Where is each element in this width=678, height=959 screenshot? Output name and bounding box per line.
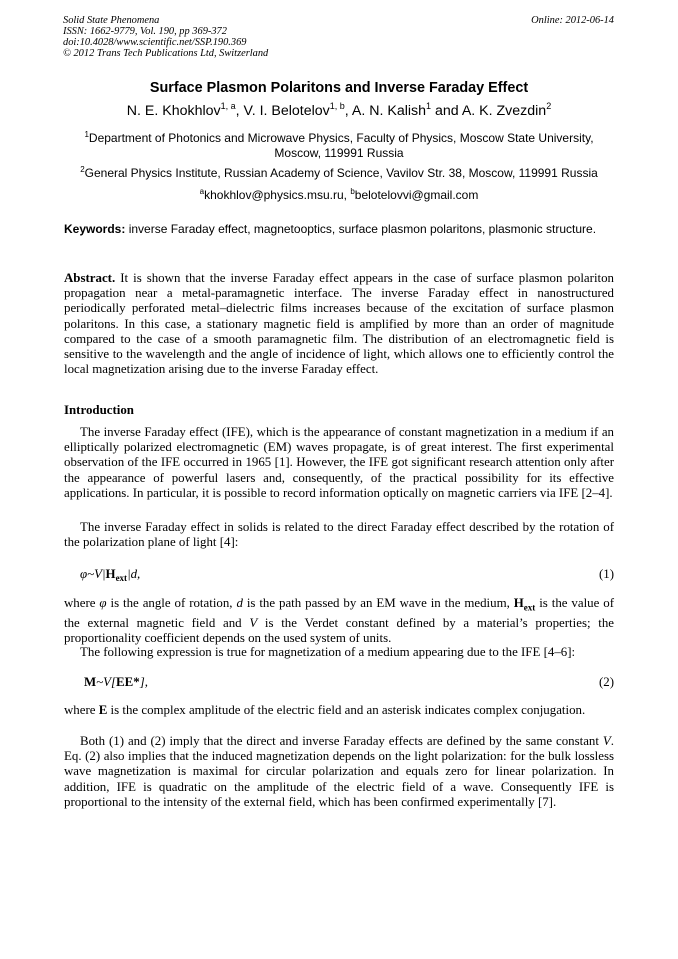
equation-2	[64, 675, 614, 691]
author-list: N. E. Khokhlov$^{1, a}$, V. I. Belotelov$^{1, b}$, A. N. Kalish$^1$ and A. K. Zvezdin$^2$	[126, 101, 552, 119]
paper-title: Surface Plasmon Polaritons and Inverse Faraday Effect	[149, 80, 529, 96]
paragraph: The inverse Faraday effect (IFE), which is the appearance of constant magnetization in a medium if an elliptically polarized electromagnetic (EM) waves propagate, is of great interest. The first experimental observation of the IFE occurred in 1965 [1]. However, the IFE got significant research attention only after the appearance of powerful lasers and, consequently, of the practical possibility for its effective applications. In particular, it is possible to record information optically on magnetic carriers via IFE [2–4].	[64, 425, 614, 500]
section-heading: Introduction	[64, 403, 134, 417]
affiliation-1: $^1$Department of Photonics and Microwave Physics, Faculty of Physics, Moscow State University, Moscow, 119991 Russia	[84, 130, 594, 160]
author-name: A. K. Zvezdin	[461, 103, 547, 119]
abstract-label: Abstract.	[64, 271, 116, 285]
equation-number: (2)	[598, 675, 614, 689]
author-affil-mark: 2	[546, 101, 552, 111]
journal-info	[63, 15, 268, 59]
email-link[interactable]: belotelovvi@gmail.com	[354, 188, 479, 202]
keywords-label: Keywords:	[64, 222, 126, 236]
affiliation-2: $^2$General Physics Institute, Russian Academy of Science, Vavilov Str. 38, Moscow, 119991 Russia	[80, 165, 598, 180]
author-name: V. I. Belotelov	[243, 103, 330, 119]
equation-body: M~V[EE*],	[84, 675, 148, 689]
email-link[interactable]: khokhlov@physics.msu.ru,	[204, 188, 351, 202]
online-date: Online: 2012-06-14	[531, 15, 614, 26]
copyright-line: © 2012 Trans Tech Publications Ltd, Switzerland	[63, 48, 269, 59]
author-name: A. N. Kalish	[351, 103, 427, 119]
equation-number: (1)	[598, 567, 614, 581]
issn-line: ISSN: 1662-9779, Vol. 190, pp 369-372	[63, 26, 227, 37]
abstract: Abstract. It is shown that the inverse Faraday effect appears in the case of surface plasmon polariton propagation near a metal-paramagnetic interface. The inverse Faraday effect in nanostructured periodically perforated metal–dielectric films increases because of the excitation of surface plasmon polaritons. In this case, a stationary magnetic field is amplified by more than an order of magnitude compared to the case of a smooth paramagnetic film. The distribution of an electromagnetic field is sensitive to the wavelength and the angle of incidence of light, which allows one to efficiently control the local magnetization arising due to the inverse Faraday effect.	[64, 271, 618, 377]
paragraph: where φ is the angle of rotation, d is the path passed by an EM wave in the medium, $H_{ext}$ is the value of the external magnetic field and V is the Verdet constant defined by a material’s properties; the proportionality coefficient depends on the used system of units.	[64, 596, 618, 645]
paragraph: The following expression is true for magnetization of a medium appearing due to the IFE [4–6]:	[80, 645, 576, 659]
author-affil-mark: 1	[426, 101, 432, 111]
paragraph: The inverse Faraday effect in solids is related to the direct Faraday effect described by the rotation of the polarization plane of light [4]:	[64, 520, 614, 550]
journal-name: Solid State Phenomena	[63, 15, 160, 26]
doi-line: doi:10.4028/www.scientific.net/SSP.190.369	[63, 37, 247, 48]
author-emails: $^a$khokhlov@physics.msu.ru, $^b$belotelovvi@gmail.com	[199, 187, 479, 202]
author-affil-mark: 1, b	[329, 101, 345, 111]
equation-body: $\varphi\sim V|H_{ext}|d$,	[80, 567, 141, 583]
paragraph: Both (1) and (2) imply that the direct and inverse Faraday effects are defined by the same constant V. Eq. (2) also implies that the induced magnetization depends on the light polarization: for the bulk lossless wave magnetization is maximal for circular polarization and equals zero for linear polarization. In addition, IFE is quadratic on the amplitude of the electric field of a wave. Consequently IFE is proportional to the intensity of the external field, which has been confirmed experimentally [7].	[64, 734, 618, 809]
keywords: Keywords: inverse Faraday effect, magnetooptics, surface plasmon polaritons, plasmonic structure.	[64, 222, 597, 236]
paragraph: where E is the complex amplitude of the electric field and an asterisk indicates complex conjugation.	[64, 703, 586, 717]
author-name: N. E. Khokhlov	[126, 103, 221, 119]
author-affil-mark: 1, a	[220, 101, 236, 111]
equation-1	[64, 567, 614, 583]
